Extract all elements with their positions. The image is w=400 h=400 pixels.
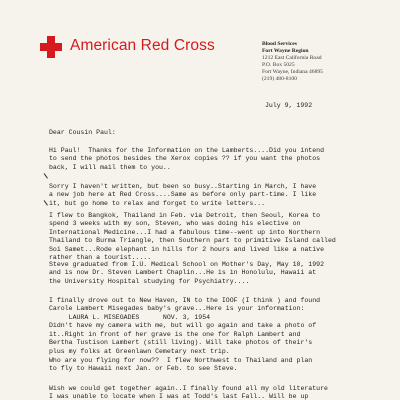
organization-name: American Red Cross <box>70 37 215 54</box>
letter-line: the University Hospital studying for Psychiatry.... <box>49 277 250 285</box>
letter-line: I flew to Bangkok, Thailand in Feb. via Detroit, then Seoul, Korea to <box>49 212 321 219</box>
letter-line: I was unable to locate when I was at Todd's last Fall.. Will be up <box>49 393 309 400</box>
letter-line: spend 3 weeks with my son, Steven, who was doing his elective on <box>49 220 301 228</box>
letter-line: Didn't have my camera with me, but will go again and take a photo of <box>49 322 317 330</box>
red-cross-icon <box>40 36 62 58</box>
letter-line: to send the photos besides the Xerox copies ?? if you want the photos <box>49 155 321 163</box>
letter-date: July 9, 1992 <box>265 102 313 109</box>
letter-line: Thailand to Burma Triangle, then Southern part to primitive Island called <box>49 237 336 245</box>
city-state-zip: Fort Wayne, Indiana 46895 <box>262 68 323 75</box>
street-address: 1212 East California Road <box>262 54 322 61</box>
return-address <box>262 41 397 82</box>
letter-line: Wish we could get together again..I finally found all my old literature <box>49 385 328 392</box>
letter-line: plus my folks at Greenlawn Cemetary next trip. <box>49 347 230 355</box>
region-name: Fort Wayne Region <box>262 47 309 54</box>
phone-number: (219) 480-8100 <box>262 75 297 82</box>
department-name: Blood Services <box>262 41 297 47</box>
letter-line: Bertha Tustison Lambert (still living). Will take photos of their's <box>49 339 313 347</box>
letter-line: to fly to Hawaii next Jan. or Feb. to see Steve. <box>49 365 238 373</box>
letter-line: back, I will mail them to you.. <box>49 163 171 171</box>
letter-line: Hi Paul! Thanks for the Information on the Lamberts....Did you intend <box>49 147 325 154</box>
letter-line: Carole Lambert Misegades baby's grave...Here is your information: <box>49 305 305 313</box>
letter-line: a new job here at Red Cross....Same as before only part-time. I like <box>49 191 317 199</box>
letter-line: and is now Dr. Steven Lambert Chaplin...He is in Honolulu, Hawaii at <box>49 269 317 277</box>
handwritten-check-mark <box>44 171 51 178</box>
letter-line: Sorry I haven't written, but been so busy..Starting in March, I have <box>49 183 317 190</box>
letter-line: it, but go home to relax and forget to write letters... <box>49 199 266 207</box>
letter-line: rather than a tourist..... <box>49 254 152 262</box>
letter-line: International Medicine...I had a fabulous time--went up into Northern <box>49 228 321 236</box>
letter-line: I finally drove out to New Haven, IN to the IOOF (I think ) and found <box>49 297 321 304</box>
letter-line: Steve graduated from I.U. Medical School on Mother's Day, May 10, 1992 <box>49 261 325 268</box>
letter-line: it..Right in front of her grave is the one for Ralph Lambert and <box>49 330 301 338</box>
letter-line: LAURA L. MISEGADES NOV. 3, 1954 <box>49 313 211 321</box>
letter-line: Soi Samet...Rode elephant in hills for 2 hours and lived like a native <box>49 245 325 253</box>
po-box: P.O. Box 5025 <box>262 61 295 68</box>
letter-line: Who are you flying for now?? I flew Northwest to Thailand and plan <box>49 357 313 364</box>
salutation: Dear Cousin Paul: <box>49 129 116 136</box>
